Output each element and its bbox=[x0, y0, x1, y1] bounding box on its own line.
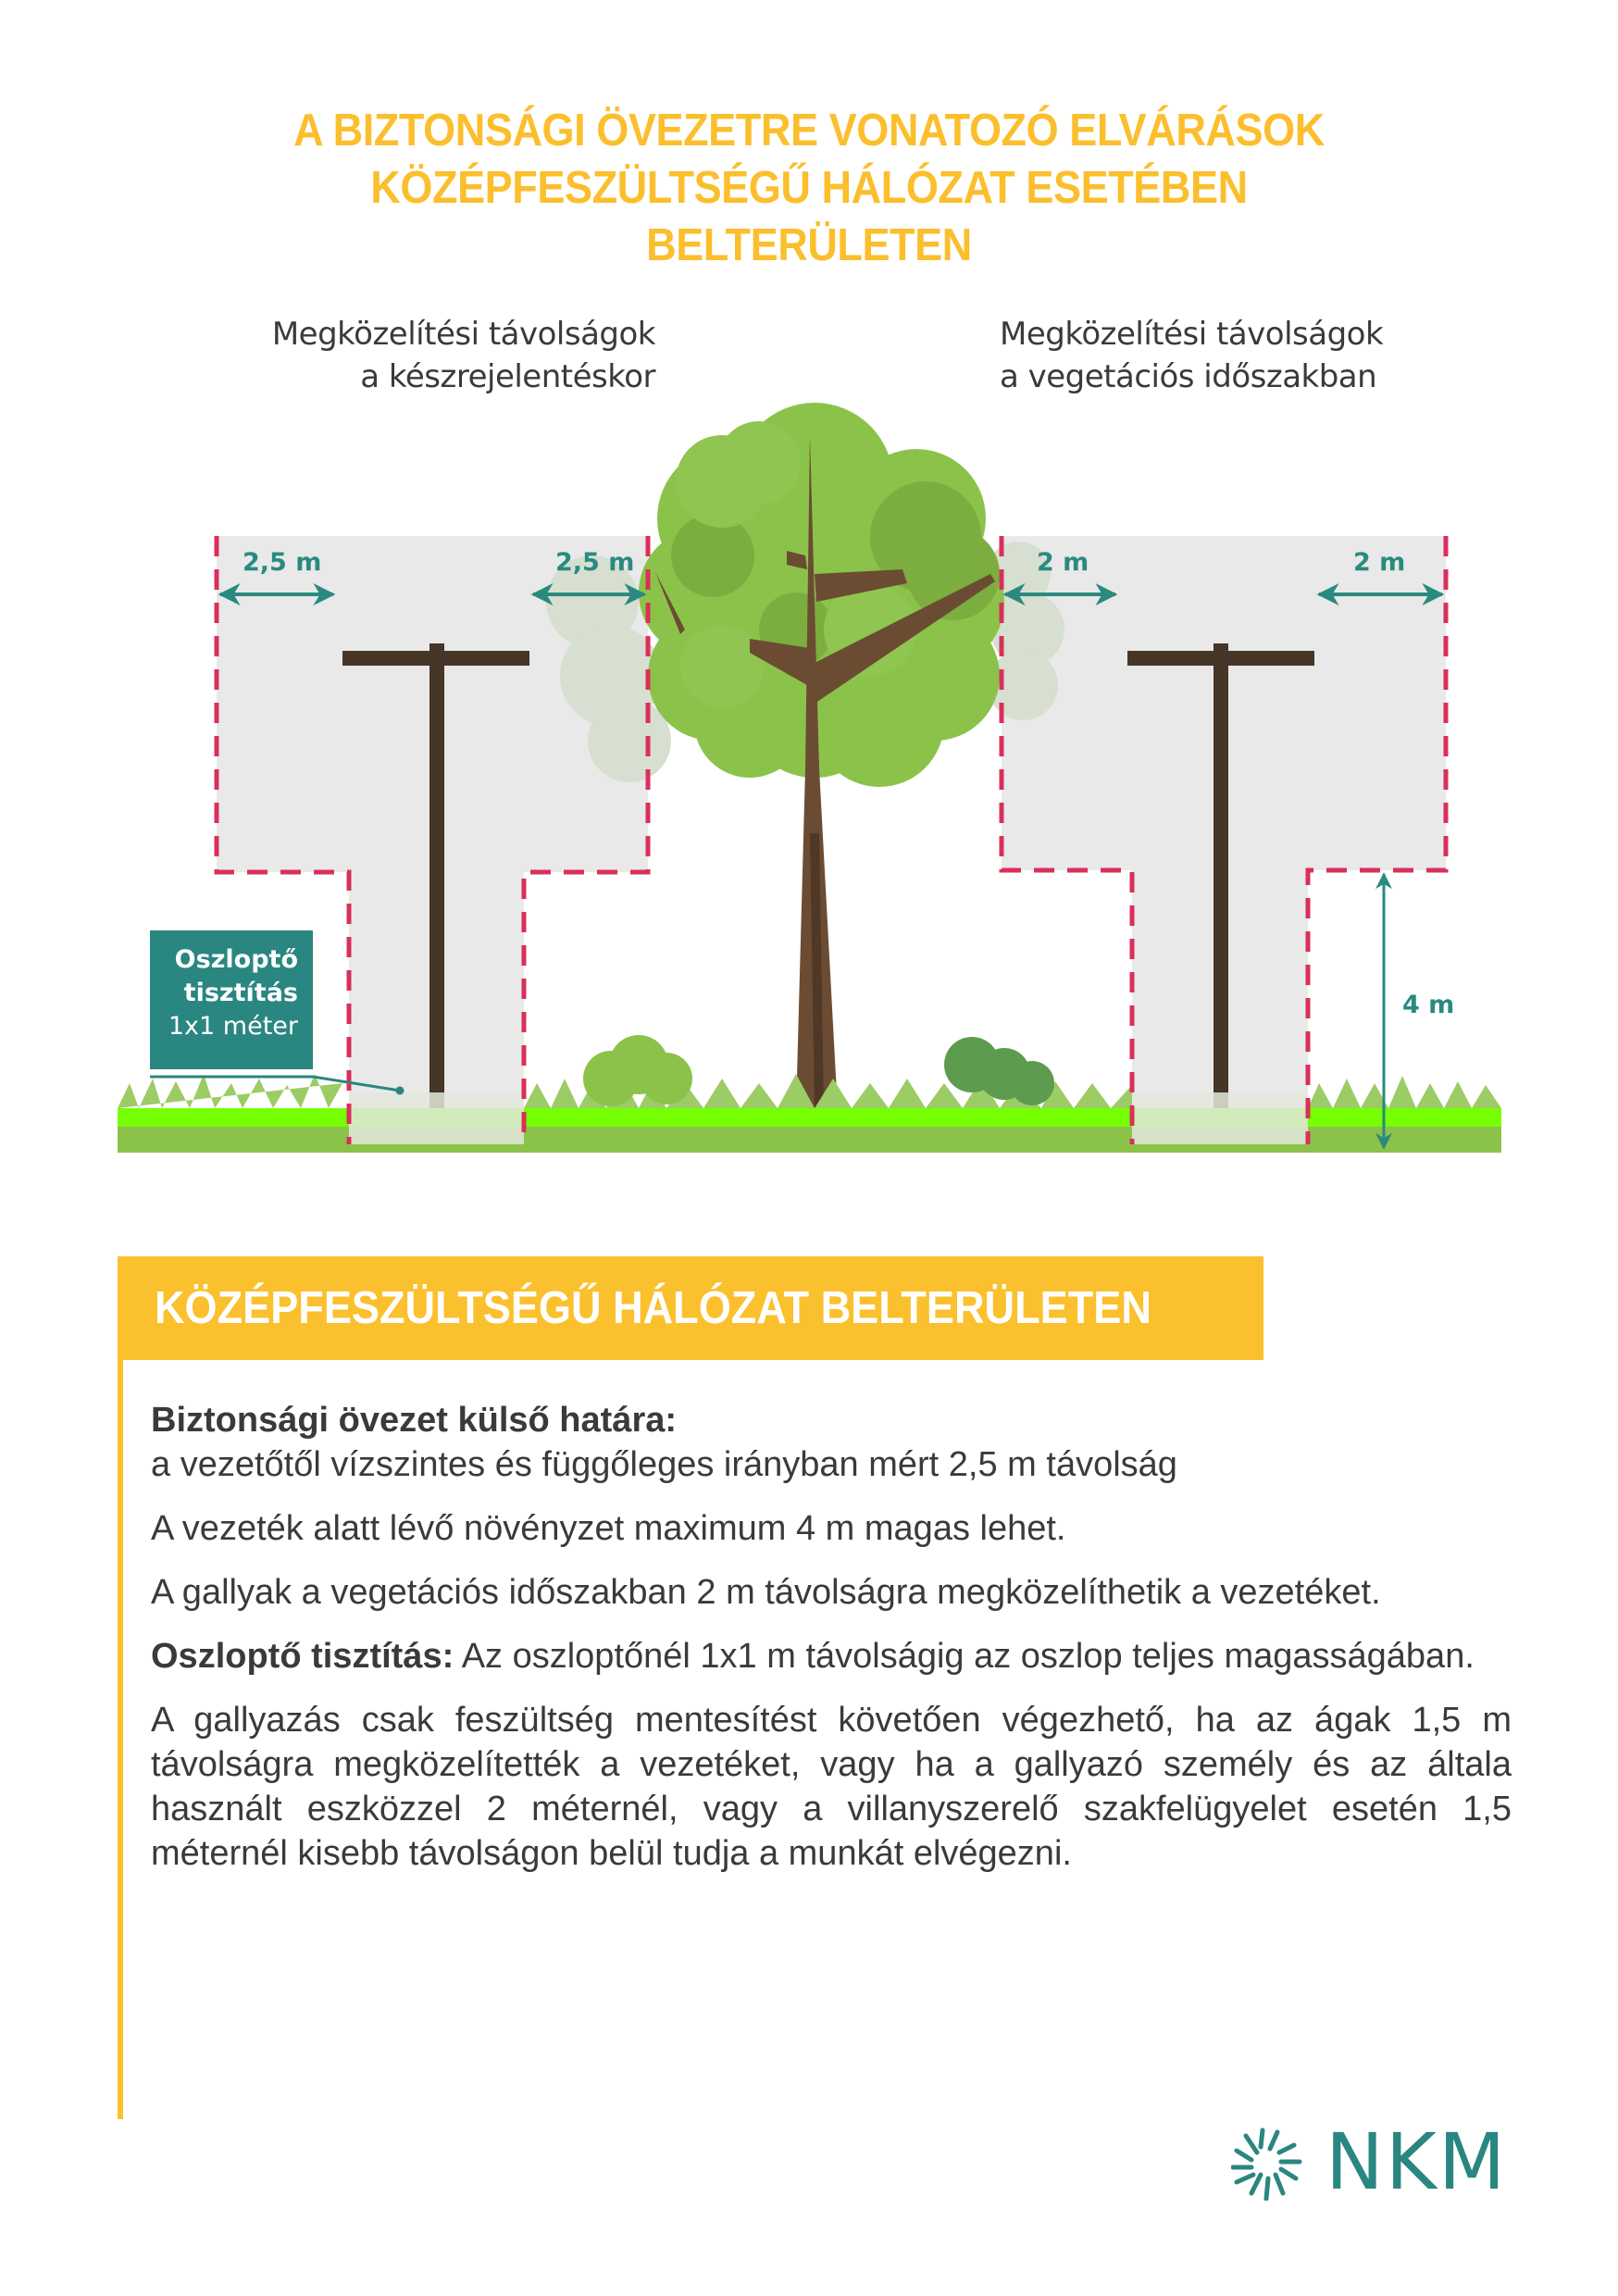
pole-base-text: Az oszloptőnél 1x1 m távolságig az oszlop teljes magasságában. bbox=[454, 1637, 1475, 1676]
paragraph-max-height: A vezeték alatt lévő növényzet maximum 4 m magas lehet. bbox=[151, 1509, 1066, 1548]
left-zone-left-distance: 2,5 m bbox=[243, 548, 322, 577]
section-accent-bar bbox=[118, 1360, 123, 2119]
outer-boundary-text: a vezetőtől vízszintes és függőleges irányban mért 2,5 m távolság bbox=[151, 1445, 1177, 1484]
paragraph-pole-base bbox=[151, 1634, 1512, 1678]
section-header bbox=[118, 1256, 1263, 1360]
left-zone-right-distance: 2,5 m bbox=[555, 548, 635, 577]
callout-line-1: Oszloptő bbox=[174, 945, 298, 974]
nkm-logo bbox=[1231, 2116, 1508, 2207]
pole-base-heading: Oszloptő tisztítás: bbox=[151, 1637, 454, 1676]
nkm-logo-text: NKM bbox=[1326, 2116, 1508, 2207]
right-zone-left-distance: 2 m bbox=[1037, 548, 1089, 577]
title-line-2: KÖZÉPFESZÜLTSÉGŰ HÁLÓZAT ESETÉBEN bbox=[370, 163, 1248, 213]
tree-illustration bbox=[639, 403, 1004, 1111]
right-zone-right-distance: 2 m bbox=[1353, 548, 1406, 577]
right-caption-line-2: a vegetációs időszakban bbox=[1000, 358, 1377, 395]
callout-line-2: tisztítás bbox=[183, 979, 298, 1007]
section-header-text: KÖZÉPFESZÜLTSÉGŰ HÁLÓZAT BELTERÜLETEN bbox=[155, 1283, 1151, 1333]
paragraph-outer-boundary bbox=[151, 1398, 1512, 1487]
paragraph-vegetation-period: A gallyak a vegetációs időszakban 2 m távolságra megközelíthetik a vezetéket. bbox=[151, 1573, 1381, 1612]
left-caption-line-1: Megközelítési távolságok bbox=[271, 316, 655, 353]
title-line-1: A BIZTONSÁGI ÖVEZETRE VONATOZÓ ELVÁRÁSOK bbox=[293, 106, 1325, 156]
right-caption-line-1: Megközelítési távolságok bbox=[1000, 316, 1384, 353]
paragraph-pruning-rules: A gallyazás csak feszültség mentesítést követően végezhető, ha az ágak 1,5 m távolságra megközelítették a vezetéket, vagy ha a gallyazó személy és az általa használt eszközzel 2 méternél, vagy a villanyszerelő szakfelügyelet esetén 1,5 méternél kisebb távolságon belül tudja a munkát elvégezni. bbox=[151, 1701, 1512, 1873]
max-height-label: 4 m bbox=[1402, 991, 1455, 1019]
section-body bbox=[151, 1398, 1512, 1895]
callout-line-3: 1x1 méter bbox=[168, 1012, 298, 1041]
outer-boundary-heading: Biztonsági övezet külső határa: bbox=[151, 1401, 678, 1440]
nkm-starburst-icon bbox=[1231, 2123, 1309, 2201]
pole-base-cleaning-callout bbox=[150, 930, 313, 1069]
left-caption-line-2: a készrejelentéskor bbox=[360, 358, 655, 395]
title-line-3: BELTERÜLETEN bbox=[646, 220, 972, 270]
